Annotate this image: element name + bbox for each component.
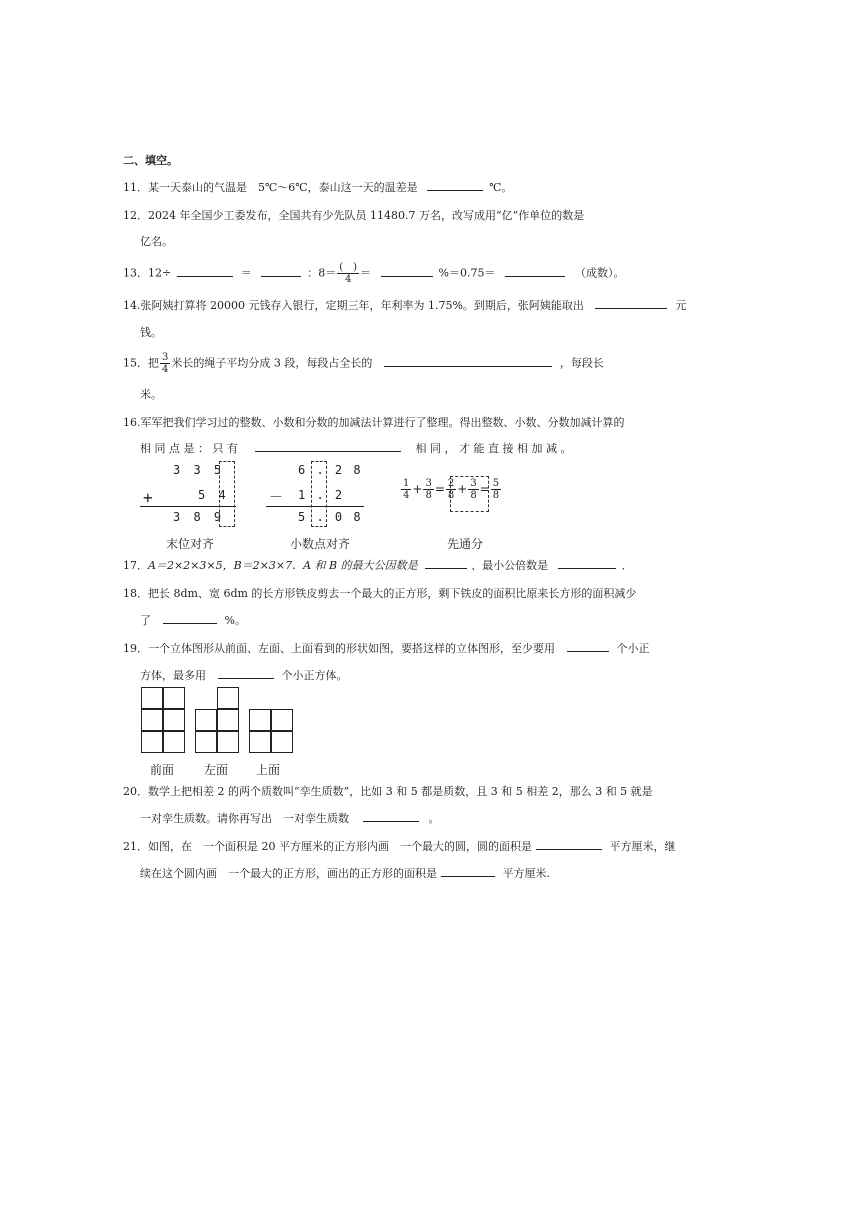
q21-line2-end: 平方厘米. xyxy=(502,867,550,880)
q11-answer-blank[interactable] xyxy=(427,180,483,191)
q20-answer-blank[interactable] xyxy=(363,811,419,822)
q17-period: ． xyxy=(621,559,633,572)
q14-answer-blank[interactable] xyxy=(595,298,667,309)
calc1-dashed-box xyxy=(219,461,235,527)
caption-end-align: 末位对齐 xyxy=(166,537,215,551)
q15-number: 15． xyxy=(123,356,148,370)
calc2-row2: 1 . 2 xyxy=(298,488,345,502)
q13-blank-1[interactable] xyxy=(177,266,233,277)
q19-number: 19． xyxy=(123,642,148,655)
q20-line2 xyxy=(140,810,440,826)
question-20 xyxy=(123,783,653,799)
question-11 xyxy=(123,179,512,195)
calc3-equals-2: = xyxy=(479,482,490,496)
calc2-dashed-box xyxy=(311,461,327,527)
calc3-equals: = xyxy=(434,482,445,496)
question-16 xyxy=(123,414,625,430)
calc3-plus: + xyxy=(412,482,423,496)
q21-line2-start: 续在这个圆内画 一个最大的正方形，画出的正方形的面积是 xyxy=(140,867,437,880)
q16-text: 军军把我们学习过的整数、小数和分数的加减法计算进行了整理。得出整数、小数、分数加减计算的 xyxy=(140,416,625,429)
question-19 xyxy=(123,640,650,656)
q15-fraction xyxy=(160,352,170,375)
q12-text: 2024 年全国少工委发布，全国共有少先队员 11480.7 万名，改写成用“亿”作单位的数是 xyxy=(148,209,585,222)
q13-fraction xyxy=(337,262,359,285)
q17-lcm-label: 、最小公倍数是 xyxy=(471,559,549,572)
q13-fraction-numerator: ( ) xyxy=(339,262,358,273)
q11-text: 某一天泰山的气温是 5℃～6℃，泰山这一天的温差是 xyxy=(148,181,418,194)
q14-text: 张阿姨打算将 20000 元钱存入银行，定期三年，年利率为 1.75%。到期后，张阿姨能取出 xyxy=(140,299,584,312)
q18-text: 把长 8dm、宽 6dm 的长方形铁皮剪去一个最大的正方形，剩下铁皮的面积比原来长方形的面积减少 xyxy=(148,587,637,600)
calc3-frac-2: $\frac{3}{8}$ xyxy=(425,478,432,501)
q16-answer-blank[interactable] xyxy=(255,441,401,452)
calc1-result: 3 8 9 xyxy=(173,510,225,524)
q18-answer-blank[interactable] xyxy=(163,613,217,624)
q17-lcm-blank[interactable] xyxy=(558,558,616,569)
q20-text: 数学上把相差 2 的两个质数叫“孪生质数”，比如 3 和 5 都是质数，且 3 和 5 相差 2，那么 3 和 5 就是 xyxy=(148,785,653,798)
q19-line2-start: 方体，最多用 xyxy=(140,669,206,682)
q21-square-blank[interactable] xyxy=(441,866,495,877)
q18-le: 了 xyxy=(140,614,151,627)
calc3-dashed-box xyxy=(450,476,489,512)
calc3-frac-5: $\frac{5}{8}$ xyxy=(492,478,500,501)
q11-number: 11． xyxy=(123,181,148,194)
q19-max-blank[interactable] xyxy=(218,668,274,679)
q13-equals-2: ＝ xyxy=(360,266,372,280)
calc1-operator: + xyxy=(143,488,153,507)
question-13 xyxy=(123,262,624,285)
q15-text-2: ，每段长 xyxy=(559,356,604,370)
question-21 xyxy=(123,838,676,854)
calc2-operator: － xyxy=(269,490,283,506)
q13-blank-2[interactable] xyxy=(261,266,301,277)
q21-line2 xyxy=(140,865,550,881)
q12-line2: 亿名。 xyxy=(140,235,173,248)
q20-line2-start: 一对孪生质数。请你再写出 一对孪生质数 xyxy=(140,812,349,825)
q15-answer-blank[interactable] xyxy=(384,356,552,367)
q17-number: 17． xyxy=(123,559,148,572)
question-14 xyxy=(123,297,686,313)
q19-text-2: 个小正 xyxy=(616,642,650,655)
question-15 xyxy=(123,352,604,375)
calc2-result: 5 . 0 8 xyxy=(298,510,363,524)
question-17 xyxy=(123,557,633,573)
q15-text: 米长的绳子平均分成 3 段，每段占全长的 xyxy=(171,356,373,370)
calc2-row1: 6 . 2 8 xyxy=(298,463,363,477)
q15-ba: 把 xyxy=(148,356,159,370)
q13-percent: %＝0.75＝ xyxy=(438,266,496,280)
q13-dividend: 12÷ xyxy=(148,266,172,280)
q15-fraction-numerator: 3 xyxy=(162,352,169,363)
caption-common-denominator: 先通分 xyxy=(447,537,484,551)
q13-blank-4[interactable] xyxy=(505,266,565,277)
q14-line2: 钱。 xyxy=(140,326,162,339)
q16-number: 16. xyxy=(123,416,141,429)
q18-percent: %。 xyxy=(224,614,246,627)
q19-line2 xyxy=(140,667,348,683)
q13-number: 13． xyxy=(123,266,148,280)
q14-unit: 元 xyxy=(675,299,687,312)
caption-decimal-align: 小数点对齐 xyxy=(290,537,351,551)
caption-top: 上面 xyxy=(256,763,281,777)
caption-left: 左面 xyxy=(204,763,229,777)
q11-unit: ℃。 xyxy=(489,181,513,194)
q13-chengshu: （成数）。 xyxy=(574,266,625,280)
q17-gcd-blank[interactable] xyxy=(425,558,467,569)
caption-front: 前面 xyxy=(150,763,175,777)
calc1-row2: 5 4 xyxy=(198,488,229,502)
q16-line2-start: 相 同 点 是 ： 只 有 xyxy=(140,442,238,455)
question-18 xyxy=(123,585,636,601)
q16-line2 xyxy=(140,440,571,456)
calc1-row1: 3 3 5 xyxy=(173,463,225,477)
q18-number: 18． xyxy=(123,587,148,600)
q13-equals: ＝ xyxy=(240,266,252,280)
q20-period: 。 xyxy=(428,812,440,825)
q15-fraction-denominator: 4 xyxy=(162,364,169,375)
q21-text-2: 平方厘米，继 xyxy=(609,840,676,853)
q19-line2-end: 个小正方体。 xyxy=(281,669,348,682)
calc3-frac-3: $\frac{2}{8}$ xyxy=(447,478,455,501)
q18-line2 xyxy=(140,612,246,628)
section-title: 二、填空。 xyxy=(123,154,178,167)
calc3-frac-4: $\frac{3}{8}$ xyxy=(470,478,477,501)
q21-circle-blank[interactable] xyxy=(536,839,602,850)
q17-text: A＝2×2×3×5，B＝2×3×7．A 和 B 的最大公因数是 xyxy=(148,559,418,572)
question-12 xyxy=(123,207,584,223)
calc3-frac-1: $\frac{1}{4}$ xyxy=(403,478,410,501)
q13-ratio: ：8＝ xyxy=(307,266,337,280)
q20-number: 20． xyxy=(123,785,148,798)
q13-fraction-denominator: 4 xyxy=(344,274,352,285)
q21-text: 如图，在 一个面积是 20 平方厘米的正方形内画 一个最大的圆，圆的面积是 xyxy=(148,840,532,853)
q19-text: 一个立体图形从前面、左面、上面看到的形状如图，要搭这样的立体图形，至少要用 xyxy=(148,642,555,655)
q16-line2-end: 相 同 ， 才 能 直 接 相 加 减 。 xyxy=(415,442,572,455)
q12-number: 12． xyxy=(123,209,148,222)
q15-line2: 米。 xyxy=(140,388,162,401)
calc3-plus-2: + xyxy=(457,482,468,496)
q21-number: 21． xyxy=(123,840,148,853)
q14-number: 14. xyxy=(123,299,141,312)
q19-min-blank[interactable] xyxy=(567,641,609,652)
q13-blank-3[interactable] xyxy=(381,266,433,277)
